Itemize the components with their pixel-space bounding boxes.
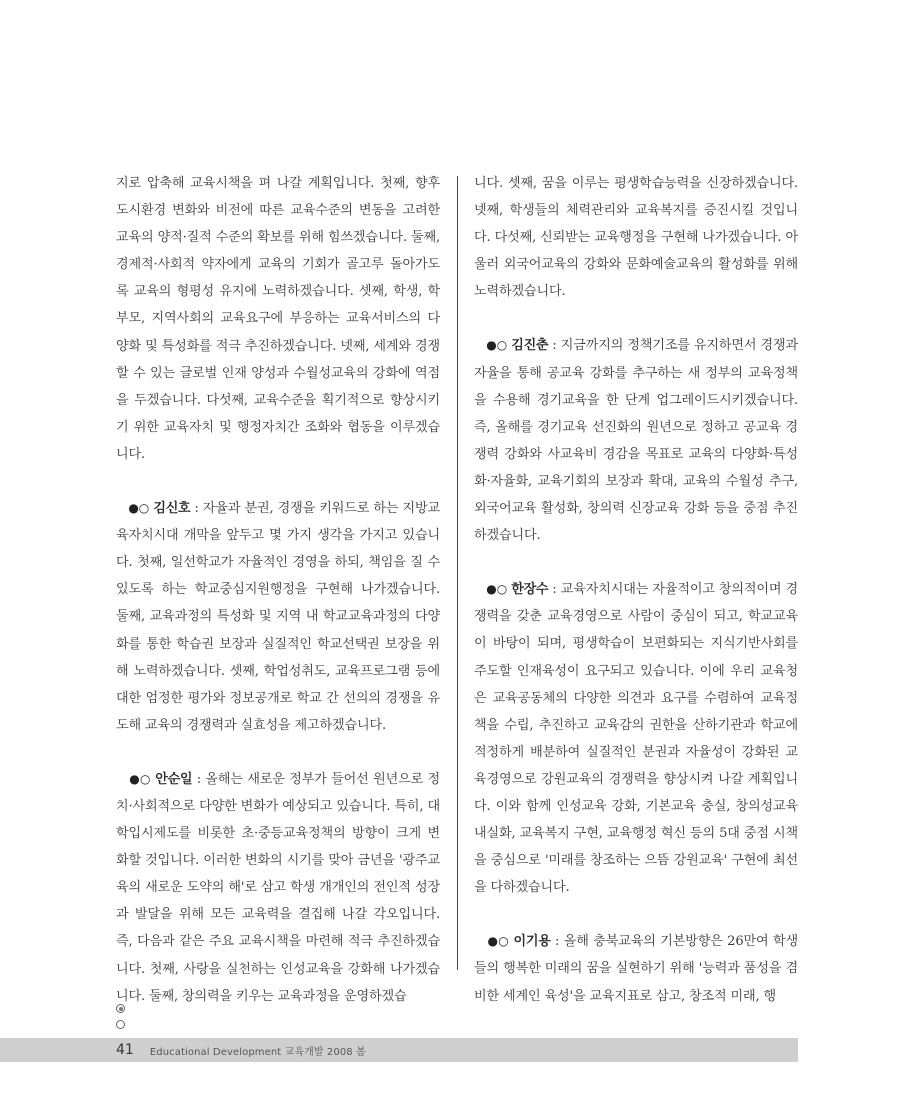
bullet-icon: ●○	[487, 934, 510, 949]
speaker-text: : 교육자치시대는 자율적이고 창의적이며 경쟁력을 갖춘 교육경영으로 사람이 중심이 되고, 학교교육이 바탕이 되며, 평생학습이 보편화되는 지식기반사회를 주도할 인재육성이 요구되고 있습니다. 이에 우리 교육청은 교육공동체의 다양한 의견과 요구를 수렴하여 교육정책을 수립, 추진하고 교육감의 권한을 산하기관과 학교에 적정하게 배분하여 실질적인 분권과 자율성이 강화된 교육경영으로 강원교육의 경쟁력을 향상시켜 나갈 계획입니다. 이와 함께 인성교육 강화, 기본교육 충실, 창의성교육 내실화, 교육복지 구현, 교육행정 혁신 등의 5대 중점 시책을 중심으로 '미래를 창조하는 으뜸 강원교육' 구현에 최선을 다하겠습니다.	[474, 582, 798, 896]
paragraph	[474, 576, 798, 901]
column-divider	[457, 176, 458, 970]
speaker-text: : 지금까지의 정책기조를 유지하면서 경쟁과 자율을 통해 공교육 강화를 추구하는 새 정부의 교육정책을 수용해 경기교육을 한 단계 업그레이드시키겠습니다. 즉, 올해를 경기교육 선진화의 원년으로 정하고 공교육 경쟁력 강화와 사교육비 경감을 목표로 교육의 다양화·특성화·자율화, 교육기회의 보장과 확대, 교육의 수월성 추구, 외국어교육 활성화, 창의력 신장교육 강화 등을 중점 추진하겠습니다.	[474, 338, 798, 544]
publication-title: Educational Development 교육개발 2008 봄	[149, 1046, 366, 1058]
left-column	[116, 170, 440, 1010]
paragraph: 니다. 셋째, 꿈을 이루는 평생학습능력을 신장하겠습니다. 넷째, 학생들의 체력관리와 교육복지를 증진시킬 것입니다. 다섯째, 신뢰받는 교육행정을 구현해 나가겠습니다. 아울러 외국어교육의 강화와 문화예술교육의 활성화를 위해 노력하겠습니다.	[474, 176, 798, 300]
speaker-name: 이기용	[513, 934, 551, 950]
footer-bar	[0, 1038, 798, 1062]
paragraph	[474, 928, 798, 1009]
speaker-text: : 자율과 분권, 경쟁을 키워드로 하는 지방교육자치시대 개막을 앞두고 몇 가지 생각을 가지고 있습니다. 첫째, 일선학교가 자율적인 경영을 하되, 책임을 질 수 있도록 하는 학교중심지원행정을 구현해 나가겠습니다. 둘째, 교육과정의 특성화 및 지역 내 학교교육과정의 다양화를 통한 학습권 보장과 실질적인 학교선택권 보장을 위해 노력하겠습니다. 셋째, 학업성취도, 교육프로그램 등에 대한 엄정한 평가와 정보공개로 학교 간 선의의 경쟁을 유도해 교육의 경쟁력과 실효성을 제고하겠습니다.	[116, 501, 440, 733]
paragraph	[474, 332, 798, 549]
paragraph	[116, 495, 440, 739]
paragraph: 지로 압축해 교육시책을 펴 나갈 계획입니다. 첫째, 향후 도시환경 변화와 비전에 따른 교육수준의 변동을 고려한 교육의 양적·질적 수준의 확보를 위해 힘쓰겠습니다. 둘째, 경제적·사회적 약자에게 교육의 기회가 골고루 돌아가도록 교육의 형평성 유지에 노력하겠습니다. 셋째, 학생, 학부모, 지역사회의 교육요구에 부응하는 교육서비스의 다양화 및 특성화를 적극 추진하겠습니다. 넷째, 세계와 경쟁할 수 있는 글로벌 인재 양성과 수월성교육의 강화에 역점을 두겠습니다. 다섯째, 교육수준을 획기적으로 향상시키기 위한 교육자치 및 행정자치간 조화와 협동을 이루겠습니다.	[116, 176, 440, 462]
page-number: 41	[116, 1042, 134, 1058]
speaker-name: 김신호	[153, 501, 191, 517]
bullet-icon: ●○	[129, 771, 151, 786]
bullet-icon: ●○	[486, 582, 508, 597]
speaker-name: 한장수	[511, 582, 549, 598]
speaker-text: : 올해는 새로운 정부가 들어선 원년으로 정치·사회적으로 다양한 변화가 예상되고 있습니다. 특히, 대학입시제도를 비롯한 초·중등교육정책의 방향이 크게 변화할 것입니다. 이러한 변화의 시기를 맞아 금년을 '광주교육의 새로운 도약의 해'로 삼고 학생 개개인의 전인적 성장과 발달을 위해 모든 교육력을 결집해 나갈 각오입니다. 즉, 다음과 같은 주요 교육시책을 마련해 적극 추진하겠습니다. 첫째, 사랑을 실천하는 인성교육을 강화해 나가겠습니다. 둘째, 창의력을 키우는 교육과정을 운영하겠습	[116, 771, 441, 1004]
speaker-text: : 올해 충북교육의 기본방향은 26만여 학생들의 행복한 미래의 꿈을 실현하기 위해 '능력과 품성을 겸비한 세계인 육성'을 교육지표로 삼고, 창조적 미래, 행	[474, 934, 799, 1004]
right-column	[474, 170, 798, 1010]
paragraph	[116, 766, 440, 1010]
speaker-name: 김진춘	[511, 338, 549, 354]
empty-circle-icon	[116, 1020, 125, 1029]
bullet-icon: ●○	[128, 501, 150, 516]
filled-circle-icon	[116, 1004, 125, 1013]
speaker-name: 안순일	[155, 771, 193, 787]
bullet-icon: ●○	[486, 338, 508, 353]
